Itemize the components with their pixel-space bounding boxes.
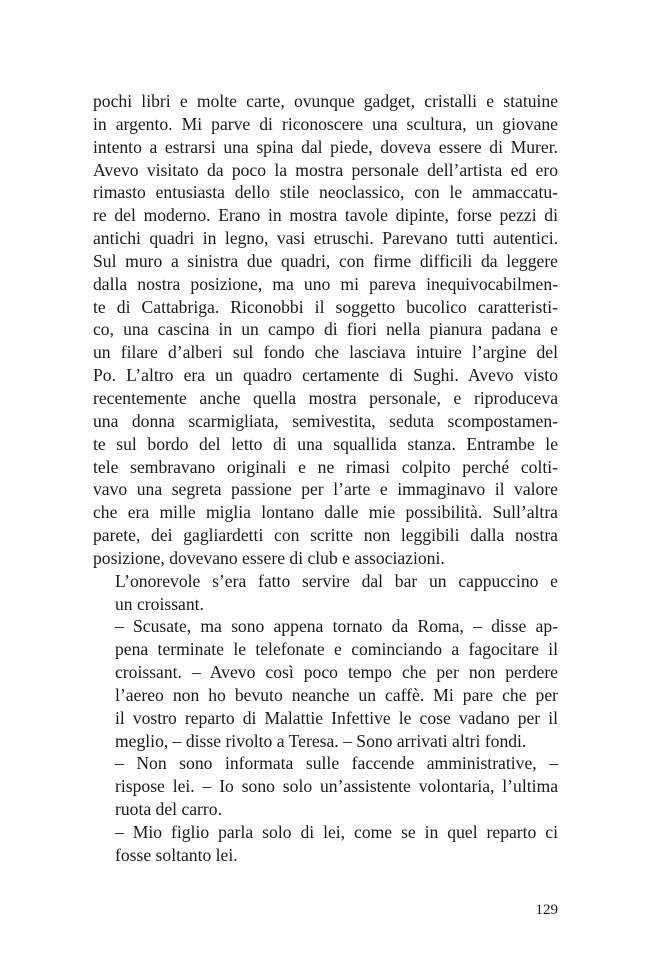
text-line: pochi libri e molte carte, ovunque gadget, cristalli e statuine — [93, 91, 558, 111]
text-line: te di Cattabriga. Riconobbi il soggetto bucolico caratteristi- — [93, 296, 558, 317]
text-line: re del moderno. Erano in mostra tavole dipinte, forse pezzi di — [93, 205, 558, 226]
text-line: intento a estrarsi una spina dal piede, doveva essere di Murer. — [93, 136, 558, 157]
body-text — [93, 90, 558, 867]
text-line: – Scusate, ma sono appena tornato da Roma, – disse ap- — [115, 616, 558, 637]
text-line: – Non sono informata sulle faccende amministrative, – — [115, 753, 558, 774]
text-line: l’aereo non ho bevuto neanche un caffè. Mi pare che per — [115, 684, 558, 705]
text-line: dalla nostra posizione, ma uno mi pareva inequivocabilmen- — [93, 273, 558, 294]
text-line: co, una cascina in un campo di fiori nella pianura padana e — [93, 319, 558, 340]
page-number: 129 — [535, 902, 558, 918]
text-line: – Mio figlio parla solo di lei, come se in quel reparto ci — [115, 822, 558, 842]
text-line: L’onorevole s’era fatto servire dal bar un cappuccino e — [115, 570, 558, 591]
text-line: croissant. – Avevo così poco tempo che per non perdere — [115, 662, 558, 683]
text-line: Po. L’altro era un quadro certamente di Sughi. Avevo visto — [93, 365, 558, 386]
text-line: Sul muro a sinistra due quadri, con firme difficili da leggere — [93, 250, 558, 271]
text-line: tele sembravano originali e ne rimasi colpito perché colti- — [93, 456, 558, 477]
paragraph-3 — [93, 615, 558, 752]
text-line: che era mille miglia lontano dalle mie possibilità. Sull’altra — [93, 502, 558, 523]
paragraph-1 — [93, 90, 558, 570]
text-line: te sul bordo del letto di una squallida stanza. Entrambe le — [93, 433, 558, 454]
text-line: vavo una segreta passione per l’arte e immaginavo il valore — [93, 479, 558, 500]
text-line: posizione, dovevano essere di club e associazioni. — [93, 547, 445, 568]
text-line: pena terminate le telefonate e cominciando a fagocitare il — [115, 639, 558, 660]
text-line: rispose lei. – Io sono solo un’assistente volontaria, l’ultima — [115, 776, 558, 797]
paragraph-4 — [93, 752, 558, 821]
text-line: Avevo visitato da poco la mostra personale dell’artista ed ero — [93, 159, 558, 180]
text-line: meglio, – disse rivolto a Teresa. – Sono arrivati altri fondi. — [115, 730, 527, 751]
paragraph-2 — [93, 570, 558, 616]
text-line: fosse soltanto lei. — [115, 844, 238, 865]
text-line: ruota del carro. — [115, 799, 222, 820]
text-line: antichi quadri in legno, vasi etruschi. Parevano tutti autentici. — [93, 228, 558, 249]
text-line: recentemente anche quella mostra personale, e riproduceva — [93, 387, 558, 408]
text-line: rimasto entusiasta dello stile neoclassico, con le ammaccatu- — [93, 182, 558, 203]
text-line: un filare d’alberi sul fondo che lasciava intuire l’argine del — [93, 342, 558, 363]
text-line: in argento. Mi parve di riconoscere una scultura, un giovane — [93, 113, 558, 134]
text-line: parete, dei gagliardetti con scritte non leggibili dalla nostra — [93, 525, 558, 546]
text-line: una donna scarmigliata, semivestita, seduta scompostamen- — [93, 410, 558, 431]
text-line: un croissant. — [115, 593, 204, 614]
paragraph-5 — [93, 821, 558, 867]
text-line: il vostro reparto di Malattie Infettive le cose vadano per il — [115, 707, 558, 728]
